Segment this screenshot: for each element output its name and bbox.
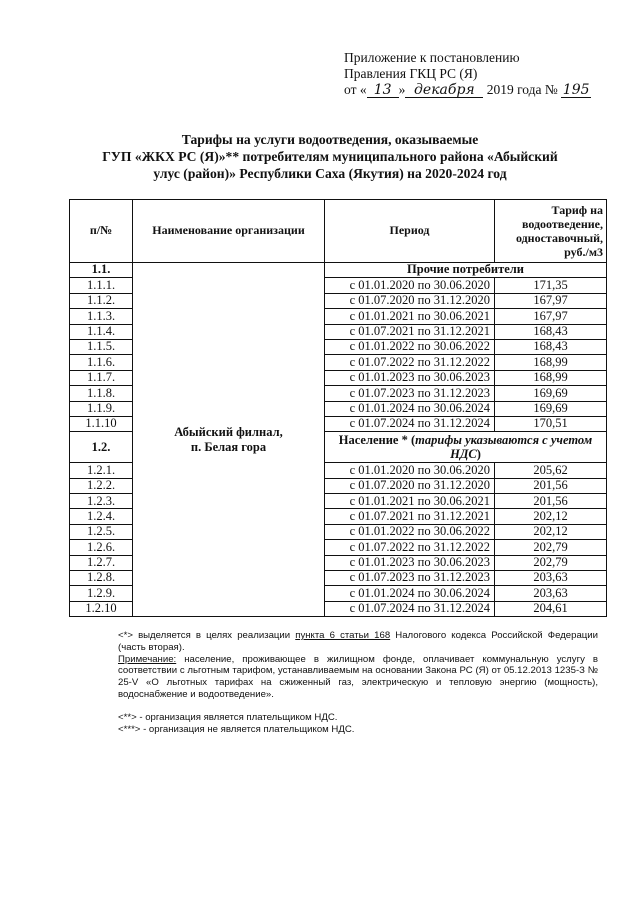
row-num: 1.2.3. xyxy=(70,494,133,509)
table-row-group-1 xyxy=(70,263,607,278)
organization-name-line-2: п. Белая гора xyxy=(190,439,267,454)
footnote-2-text: население, проживающее в жилищном фонде, оплачивает коммунальную услугу в соответствии с льготным тарифом, устанавливаемым на основании Закона РС (Я) от 05.12.2013 1235-З № 25-V «О льготных тарифах на сжиженный газ, электрическую и тепловую энергию (мощность), водоснабжение и водоотведение». xyxy=(118,653,598,700)
row-tariff: 168,99 xyxy=(495,355,607,370)
title-line-2: ГУП «ЖКХ РС (Я)»** потребителям муниципального района «Абыйский xyxy=(102,149,558,164)
header-tariff xyxy=(495,200,607,263)
row-num: 1.2.7. xyxy=(70,555,133,570)
row-num: 1.1.6. xyxy=(70,355,133,370)
appendix-close-quote: » xyxy=(398,82,406,97)
row-period: с 01.07.2022 по 31.12.2022 xyxy=(325,540,495,555)
row-period: с 01.07.2020 по 31.12.2020 xyxy=(325,478,495,493)
row-num: 1.2.9. xyxy=(70,586,133,601)
row-num: 1.2.10 xyxy=(70,601,133,616)
row-period: с 01.01.2023 по 30.06.2023 xyxy=(325,555,495,570)
row-num: 1.1.5. xyxy=(70,339,133,354)
footnote-1-text-a: <*> выделяется в целях реализации xyxy=(118,630,296,641)
title-line-3: улус (район)» Республики Саха (Якутия) на 2020-2024 год xyxy=(153,166,507,181)
row-period: с 01.07.2021 по 31.12.2021 xyxy=(325,324,495,339)
row-period: с 01.01.2023 по 30.06.2023 xyxy=(325,370,495,385)
appendix-year: 2019 года № xyxy=(486,82,558,97)
appendix-open-quote: « xyxy=(359,82,367,97)
row-num: 1.2.5. xyxy=(70,524,133,539)
row-period: с 01.01.2021 по 30.06.2021 xyxy=(325,309,495,324)
document-title xyxy=(60,131,600,182)
row-period: с 01.01.2020 по 30.06.2020 xyxy=(325,463,495,478)
header-tariff-line-4: руб./м3 xyxy=(564,245,603,259)
table-header-row xyxy=(70,200,607,263)
header-tariff-line-2: водоотведение, xyxy=(521,217,603,231)
footnote-4: <***> - организация не является плательщиком НДС. xyxy=(118,723,355,735)
row-tariff: 201,56 xyxy=(495,494,607,509)
footnote-2 xyxy=(118,654,598,701)
row-period: с 01.01.2020 по 30.06.2020 xyxy=(325,278,495,293)
header-tariff-line-3: одноставочный, xyxy=(515,231,603,245)
row-period: с 01.01.2022 по 30.06.2022 xyxy=(325,339,495,354)
header-num: п/№ xyxy=(70,200,133,263)
row-period: с 01.07.2024 по 31.12.2024 xyxy=(325,601,495,616)
header-tariff-line-1: Тариф на xyxy=(551,203,603,217)
appendix-from: от xyxy=(344,82,357,97)
row-num: 1.2.4. xyxy=(70,509,133,524)
group-2-label-d: ) xyxy=(476,447,481,462)
row-num: 1.1.8. xyxy=(70,386,133,401)
row-num: 1.2.8. xyxy=(70,571,133,586)
row-tariff: 203,63 xyxy=(495,586,607,601)
row-num: 1.1.2. xyxy=(70,293,133,308)
group-2-label-c: НДС xyxy=(450,447,477,462)
header-period: Период xyxy=(325,200,495,263)
header-org: Наименование организации xyxy=(133,200,325,263)
row-tariff: 201,56 xyxy=(495,478,607,493)
organization-name xyxy=(133,263,325,617)
row-num: 1.1.9. xyxy=(70,401,133,416)
group-2-num: 1.2. xyxy=(70,432,133,463)
appendix-line-1: Приложение к постановлению xyxy=(344,50,520,65)
row-tariff: 205,62 xyxy=(495,463,607,478)
appendix-line-2: Правления ГКЦ РС (Я) xyxy=(344,66,478,81)
footnote-1-text-b: Налогового кодекса Российской Федерации (часть вторая). xyxy=(118,630,599,653)
row-num: 1.2.1. xyxy=(70,463,133,478)
footnote-3: <**> - организация является плательщиком НДС. xyxy=(118,711,338,723)
row-num: 1.2.2. xyxy=(70,478,133,493)
footnote-2-label: Примечание: xyxy=(118,653,177,665)
row-tariff: 167,97 xyxy=(495,309,607,324)
row-tariff: 168,43 xyxy=(495,324,607,339)
group-2-label-b: тарифы указываются с учетом xyxy=(415,433,593,448)
row-tariff: 202,12 xyxy=(495,524,607,539)
organization-name-line-1: Абыйский филнал, xyxy=(174,424,283,439)
row-period: с 01.01.2021 по 30.06.2021 xyxy=(325,494,495,509)
row-num: 1.1.4. xyxy=(70,324,133,339)
row-tariff: 168,43 xyxy=(495,339,607,354)
appendix-number: 195 xyxy=(562,82,590,98)
row-tariff: 169,69 xyxy=(495,401,607,416)
appendix-date-line xyxy=(344,82,591,98)
row-period: с 01.07.2023 по 31.12.2023 xyxy=(325,386,495,401)
row-tariff: 168,99 xyxy=(495,370,607,385)
row-period: с 01.01.2024 по 30.06.2024 xyxy=(325,401,495,416)
row-tariff: 202,79 xyxy=(495,555,607,570)
row-tariff: 169,69 xyxy=(495,386,607,401)
title-line-1: Тарифы на услуги водоотведения, оказываемые xyxy=(181,132,479,147)
footnote-1-link[interactable]: пункта 6 статьи 168 xyxy=(295,630,391,641)
row-num: 1.1.3. xyxy=(70,309,133,324)
row-tariff: 171,35 xyxy=(495,278,607,293)
row-period: с 01.07.2020 по 31.12.2020 xyxy=(325,293,495,308)
row-period: с 01.07.2022 по 31.12.2022 xyxy=(325,355,495,370)
row-num: 1.2.6. xyxy=(70,540,133,555)
row-tariff: 202,12 xyxy=(495,509,607,524)
row-num: 1.1.10 xyxy=(70,416,133,431)
appendix-month: декабря xyxy=(405,83,483,98)
row-period: с 01.07.2023 по 31.12.2023 xyxy=(325,571,495,586)
group-1-num: 1.1. xyxy=(70,263,133,278)
row-period: с 01.07.2021 по 31.12.2021 xyxy=(325,509,495,524)
row-tariff: 167,97 xyxy=(495,293,607,308)
row-tariff: 170,51 xyxy=(495,416,607,431)
footnote-1 xyxy=(118,630,598,654)
appendix-header xyxy=(344,50,591,98)
appendix-day: 13 xyxy=(367,83,399,98)
row-num: 1.1.1. xyxy=(70,278,133,293)
row-tariff: 203,63 xyxy=(495,571,607,586)
group-2-label xyxy=(325,432,607,463)
row-tariff: 202,79 xyxy=(495,540,607,555)
tariff-table xyxy=(69,199,607,617)
row-num: 1.1.7. xyxy=(70,370,133,385)
footnotes xyxy=(118,630,598,735)
row-tariff: 204,61 xyxy=(495,601,607,616)
group-2-label-a: Население * ( xyxy=(338,433,416,448)
row-period: с 01.01.2024 по 30.06.2024 xyxy=(325,586,495,601)
row-period: с 01.07.2024 по 31.12.2024 xyxy=(325,416,495,431)
group-1-label: Прочие потребители xyxy=(325,263,607,278)
row-period: с 01.01.2022 по 30.06.2022 xyxy=(325,524,495,539)
